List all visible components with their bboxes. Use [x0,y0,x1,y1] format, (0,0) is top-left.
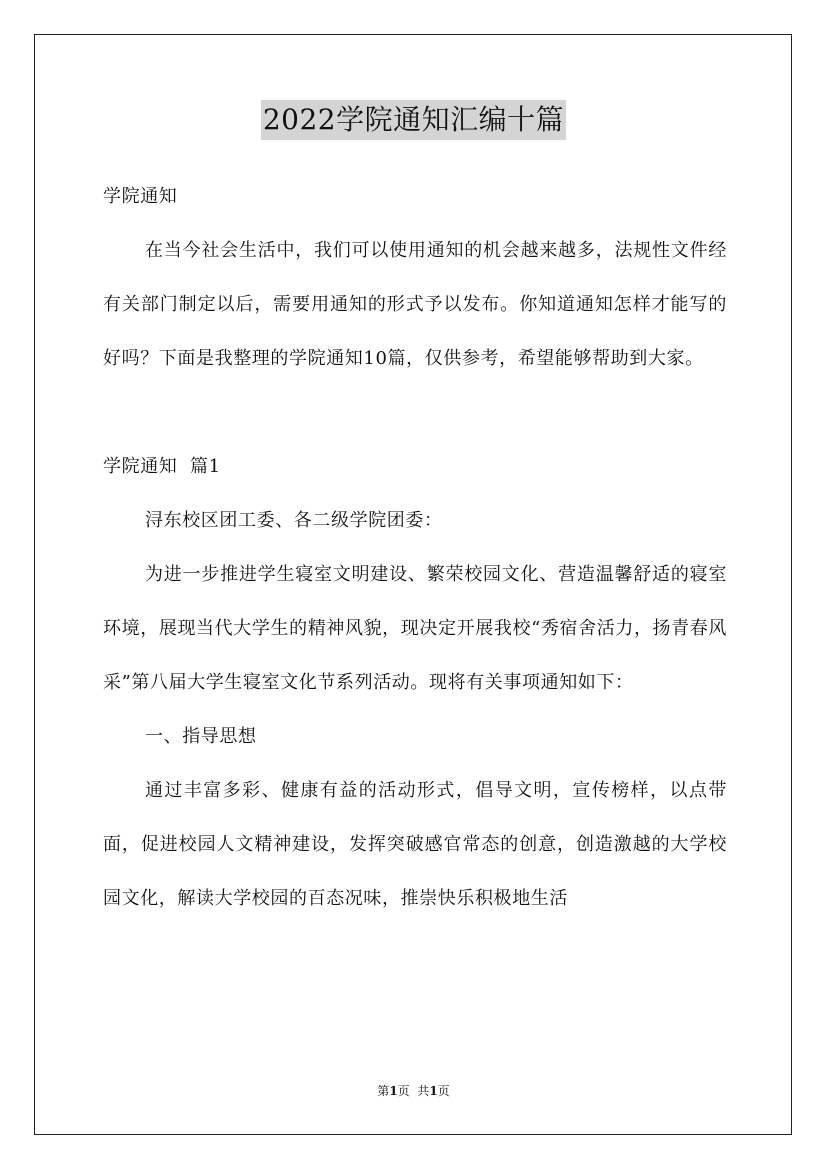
footer-page-prefix: 第 [377,1084,390,1098]
body-paragraph-1: 为进一步推进学生寝室文明建设、繁荣校园文化、营造温馨舒适的寝室环境，展现当代大学生的精神风貌，现决定开展我校“秀宿舍活力，扬青春风采”第八届大学生寝室文化节系列活动。现将有关事项通知如下： [103,564,727,693]
paragraph-spacer [103,386,727,440]
recipient-line: 浔东校区团工委、各二级学院团委： [145,510,443,531]
document-title: 2022学院通知汇编十篇 [261,100,566,140]
footer-page-total: 1 [429,1084,438,1098]
footer-page-mid: 页 共 [397,1084,430,1098]
piece-heading: 学院通知 篇1 [103,456,221,477]
page-footer [0,1082,827,1099]
body-paragraph-2: 通过丰富多彩、健康有益的活动形式，倡导文明，宣传榜样，以点带面，促进校园人文精神建设，发挥突破感官常态的创意，创造激越的大学校园文化，解读大学校园的百态况味，推崇快乐积极地生活 [103,780,727,909]
subheading-guiding-ideology: 一、指导思想 [145,726,257,747]
footer-page-number: 1 [389,1084,398,1098]
title-container [0,100,827,140]
footer-page-suffix: 页 [437,1084,450,1098]
document-body [103,170,727,926]
section-heading: 学院通知 [103,186,178,207]
intro-paragraph: 在当今社会生活中，我们可以使用通知的机会越来越多，法规性文件经有关部门制定以后，需要用通知的形式予以发布。你知道通知怎样才能写的好吗？下面是我整理的学院通知10篇，仅供参考，希望能够帮助到大家。 [103,240,727,369]
